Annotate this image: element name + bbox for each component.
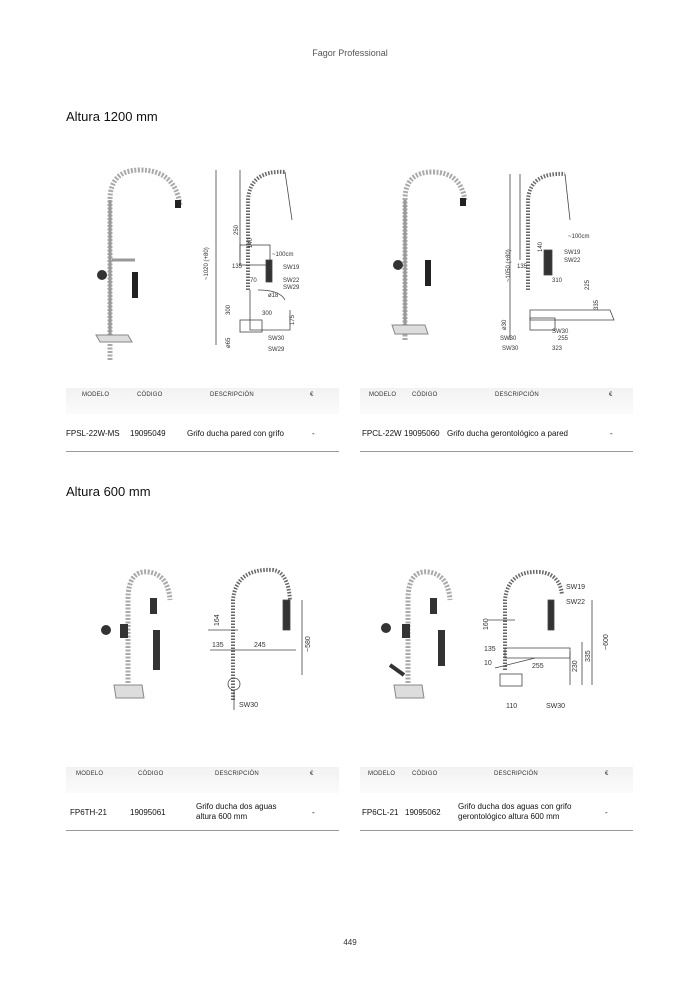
table-row — [66, 793, 339, 831]
svg-text:323: 323 — [552, 346, 563, 352]
svg-text:135: 135 — [212, 642, 224, 649]
svg-text:SW19: SW19 — [564, 250, 581, 256]
col-model: MODELO — [368, 771, 396, 777]
cell-code: 19095049 — [130, 429, 166, 438]
faucet-photo — [392, 172, 466, 340]
svg-text:~580: ~580 — [305, 636, 312, 652]
svg-text:~100cm: ~100cm — [568, 234, 590, 240]
svg-text:70: 70 — [250, 278, 257, 284]
svg-text:230: 230 — [572, 660, 579, 672]
product-image-fpcl-22w — [370, 160, 630, 360]
svg-text:160: 160 — [483, 618, 490, 630]
svg-text:SW22: SW22 — [283, 278, 300, 284]
col-price: € — [310, 771, 314, 777]
svg-text:255: 255 — [558, 336, 569, 342]
col-description: DESCRIPCIÓN — [215, 771, 259, 777]
col-code: CÓDIGO — [137, 392, 163, 398]
svg-text:SW29: SW29 — [283, 285, 300, 291]
svg-text:250: 250 — [234, 224, 240, 235]
svg-text:SW19: SW19 — [566, 584, 586, 591]
svg-text:SW30: SW30 — [268, 336, 285, 342]
cell-price: - — [605, 808, 608, 817]
col-model: MODELO — [76, 771, 104, 777]
dimension-labels — [212, 614, 312, 709]
cell-price: - — [312, 429, 315, 438]
page-number: 449 — [343, 938, 357, 947]
cell-description-line1: Grifo ducha dos aguas — [196, 802, 277, 811]
svg-text:SW22: SW22 — [564, 258, 581, 264]
svg-text:SW22: SW22 — [566, 599, 586, 606]
svg-text:~1020 (+80): ~1020 (+80) — [204, 247, 210, 280]
svg-text:255: 255 — [532, 663, 544, 670]
svg-text:335: 335 — [585, 650, 592, 662]
svg-text:140: 140 — [538, 241, 544, 252]
svg-text:175: 175 — [290, 314, 296, 325]
technical-drawing — [510, 174, 614, 340]
cell-description-line2: altura 600 mm — [196, 812, 248, 821]
dimension-labels — [204, 224, 300, 353]
col-code: CÓDIGO — [412, 771, 438, 777]
svg-text:~600: ~600 — [603, 634, 610, 650]
svg-text:ø65: ø65 — [226, 337, 232, 348]
svg-text:225: 225 — [585, 279, 591, 290]
col-description: DESCRIPCIÓN — [210, 392, 254, 398]
cell-description: Grifo ducha pared con grifo — [187, 429, 284, 438]
cell-model: FPCL-22W — [362, 429, 402, 438]
col-model: MODELO — [82, 392, 110, 398]
technical-drawing — [208, 570, 302, 710]
section-title-1200: Altura 1200 mm — [66, 109, 158, 124]
svg-text:300: 300 — [226, 304, 232, 315]
svg-text:300: 300 — [262, 311, 273, 317]
cell-description-line1: Grifo ducha dos aguas con grifo — [458, 802, 572, 811]
svg-text:SW19: SW19 — [283, 265, 300, 271]
table-header — [360, 388, 633, 414]
cell-code: 19095061 — [130, 808, 166, 817]
cell-code: 19095060 — [404, 429, 440, 438]
faucet-photo — [96, 170, 181, 360]
product-image-fp6th-21 — [88, 560, 338, 720]
svg-text:335: 335 — [594, 299, 600, 310]
col-price: € — [609, 392, 613, 398]
cell-model: FP6CL-21 — [362, 808, 399, 817]
col-price: € — [310, 392, 314, 398]
svg-text:SW30: SW30 — [502, 346, 519, 352]
svg-text:SW30: SW30 — [552, 329, 569, 335]
col-code: CÓDIGO — [138, 771, 164, 777]
cell-code: 19095062 — [405, 808, 441, 817]
svg-text:110: 110 — [506, 703, 518, 710]
cell-model: FPSL-22W-MS — [66, 429, 120, 438]
svg-text:140: 140 — [248, 237, 254, 248]
cell-price: - — [610, 429, 613, 438]
svg-text:SW30: SW30 — [500, 336, 517, 342]
section-title-600: Altura 600 mm — [66, 484, 151, 499]
svg-text:135: 135 — [517, 264, 528, 270]
svg-text:135: 135 — [484, 646, 496, 653]
col-description: DESCRIPCIÓN — [494, 771, 538, 777]
table-row — [360, 414, 633, 452]
header-brand: Fagor Professional — [312, 48, 388, 58]
col-code: CÓDIGO — [412, 392, 438, 398]
cell-description: Grifo ducha gerontológico a pared — [447, 429, 568, 438]
svg-text:SW29: SW29 — [268, 347, 285, 353]
col-price: € — [605, 771, 609, 777]
faucet-photo — [101, 572, 170, 698]
table-row — [360, 793, 633, 831]
svg-text:135: 135 — [232, 264, 243, 270]
svg-text:~1050 (+80): ~1050 (+80) — [506, 249, 512, 282]
svg-text:164: 164 — [214, 614, 221, 626]
col-model: MODELO — [369, 392, 397, 398]
svg-text:ø18: ø18 — [268, 293, 279, 299]
svg-text:10: 10 — [484, 660, 492, 667]
svg-text:~100cm: ~100cm — [272, 252, 294, 258]
table-header — [66, 388, 339, 414]
faucet-photo — [381, 572, 450, 698]
cell-price: - — [312, 808, 315, 817]
col-description: DESCRIPCIÓN — [495, 392, 539, 398]
svg-text:SW30: SW30 — [546, 703, 566, 710]
svg-text:310: 310 — [552, 278, 563, 284]
svg-text:ø30: ø30 — [502, 319, 508, 330]
dimension-labels — [483, 584, 610, 710]
cell-description-line2: gerontológico altura 600 mm — [458, 812, 560, 821]
svg-text:245: 245 — [254, 642, 266, 649]
product-image-fp6cl-21 — [370, 560, 630, 720]
table-row — [66, 414, 339, 452]
svg-text:SW30: SW30 — [239, 702, 259, 709]
table-header — [360, 767, 633, 793]
table-header — [66, 767, 339, 793]
cell-model: FP6TH-21 — [70, 808, 107, 817]
product-image-fpsl-22w-ms — [80, 160, 340, 360]
